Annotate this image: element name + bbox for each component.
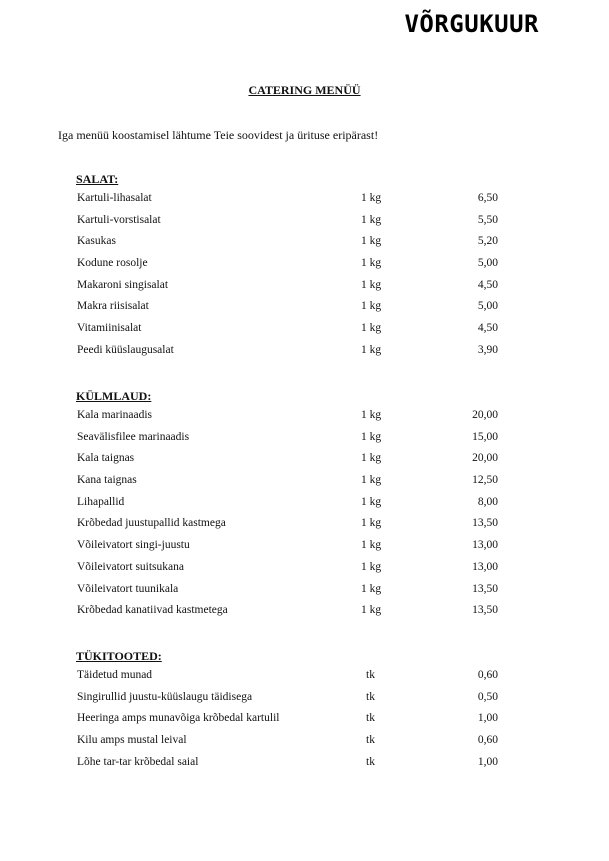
menu-item-name: Krõbedad kanatiivad kastmetega: [77, 604, 228, 617]
menu-item-unit: 1 kg: [361, 192, 382, 204]
menu-item-price: 4,50: [477, 322, 498, 335]
menu-item-unit: tk: [366, 755, 375, 768]
section-title: TÜKITOOTED:: [76, 649, 162, 663]
menu-item-unit: tk: [366, 669, 375, 681]
menu-item-price: 6,50: [477, 192, 498, 204]
menu-item-price: 13,50: [472, 604, 498, 617]
menu-item-name: Kilu amps mustal leival: [77, 734, 187, 747]
menu-item-row: [76, 318, 546, 340]
menu-item-price: 5,00: [477, 257, 498, 270]
menu-item-row: [76, 296, 546, 318]
menu-item-price: 5,00: [477, 300, 498, 313]
page-title: CATERING MENÜÜ: [248, 83, 361, 97]
menu-item-row: [76, 275, 546, 297]
menu-item-unit: tk: [366, 712, 375, 725]
menu-item-unit: tk: [366, 690, 375, 703]
menu-item-row: [76, 188, 546, 210]
section-salat: [76, 170, 546, 362]
menu-item-list: [76, 405, 546, 622]
menu-item-unit: 1 kg: [361, 604, 382, 617]
menu-item-unit: 1 kg: [361, 257, 382, 270]
menu-item-name: Kala taignas: [77, 452, 135, 465]
menu-item-row: [76, 231, 546, 253]
menu-item-row: [76, 340, 546, 362]
menu-item-price: 8,00: [477, 495, 498, 508]
menu-item-price: 13,00: [472, 560, 498, 573]
menu-item-name: Võileivatort tuunikala: [77, 582, 179, 595]
menu-item-name: Makra riisisalat: [77, 300, 149, 313]
menu-item-name: Täidetud munad: [77, 669, 153, 681]
menu-item-name: Krõbedad juustupallid kastmega: [77, 517, 226, 530]
menu-item-row: [76, 687, 546, 709]
menu-item-price: 20,00: [472, 409, 498, 421]
menu-item-price: 12,50: [472, 474, 498, 487]
menu-item-row: [76, 470, 546, 492]
menu-item-name: Singirullid juustu-küüslaugu täidisega: [77, 690, 253, 703]
menu-item-name: Heeringa amps munavõiga krõbedal kartulil: [77, 712, 280, 725]
menu-item-list: [76, 665, 546, 773]
menu-item-unit: 1 kg: [361, 495, 382, 508]
menu-item-price: 0,50: [477, 690, 498, 703]
menu-item-name: Võileivatort singi-juustu: [77, 539, 190, 552]
menu-item-name: Vitamiinisalat: [77, 322, 142, 335]
menu-item-price: 5,50: [477, 213, 498, 226]
menu-item-row: [76, 579, 546, 601]
menu-item-price: 13,00: [472, 539, 498, 552]
menu-item-unit: 1 kg: [361, 300, 382, 313]
brand-logo-text: VÕRGUKUUR: [404, 10, 539, 38]
intro-text: Iga menüü koostamisel lähtume Teie soovidest ja ürituse eripärast!: [58, 128, 379, 142]
menu-item-row: [76, 708, 546, 730]
section-title: KÜLMLAUD:: [76, 389, 152, 403]
menu-item-row: [76, 752, 546, 774]
menu-item-price: 0,60: [477, 669, 498, 681]
menu-item-name: Kana taignas: [77, 474, 137, 487]
menu-item-list: [76, 188, 546, 362]
menu-item-unit: 1 kg: [361, 322, 382, 335]
section-title: SALAT:: [76, 172, 119, 186]
menu-item-price: 4,50: [477, 278, 498, 291]
menu-item-row: [76, 210, 546, 232]
menu-item-price: 20,00: [472, 452, 498, 465]
menu-item-name: Kartuli-vorstisalat: [77, 213, 161, 226]
menu-item-name: Kodune rosolje: [77, 257, 148, 270]
menu-item-row: [76, 600, 546, 622]
menu-item-unit: 1 kg: [361, 539, 382, 552]
menu-item-row: [76, 448, 546, 470]
menu-item-name: Lõhe tar-tar krõbedal saial: [77, 755, 199, 768]
menu-item-row: [76, 253, 546, 275]
menu-item-unit: 1 kg: [361, 343, 382, 356]
menu-item-unit: 1 kg: [361, 430, 382, 443]
menu-item-row: [76, 665, 546, 687]
menu-item-unit: 1 kg: [361, 235, 382, 248]
menu-item-name: Makaroni singisalat: [77, 278, 169, 291]
menu-item-row: [76, 427, 546, 449]
menu-item-price: 13,50: [472, 517, 498, 530]
menu-item-unit: tk: [366, 734, 375, 747]
menu-item-row: [76, 492, 546, 514]
menu-item-row: [76, 513, 546, 535]
menu-item-price: 0,60: [477, 734, 498, 747]
menu-item-unit: 1 kg: [361, 560, 382, 573]
menu-item-price: 1,00: [477, 755, 498, 768]
section-tukitooted: [76, 647, 546, 773]
menu-item-unit: 1 kg: [361, 517, 382, 530]
menu-item-unit: 1 kg: [361, 474, 382, 487]
menu-item-unit: 1 kg: [361, 409, 382, 421]
menu-item-unit: 1 kg: [361, 452, 382, 465]
menu-item-name: Võileivatort suitsukana: [77, 560, 184, 573]
menu-item-name: Kartuli-lihasalat: [77, 192, 152, 204]
menu-item-price: 13,50: [472, 582, 498, 595]
menu-item-name: Kasukas: [77, 235, 116, 248]
menu-item-name: Seavälisfilee marinaadis: [77, 430, 190, 443]
menu-item-row: [76, 557, 546, 579]
menu-item-price: 5,20: [477, 235, 498, 248]
menu-item-unit: 1 kg: [361, 278, 382, 291]
section-kulmlaud: [76, 387, 546, 622]
menu-item-row: [76, 405, 546, 427]
menu-item-row: [76, 730, 546, 752]
menu-item-name: Lihapallid: [77, 495, 125, 508]
menu-item-name: Peedi küüslaugusalat: [77, 343, 174, 356]
menu-item-unit: 1 kg: [361, 213, 382, 226]
menu-item-unit: 1 kg: [361, 582, 382, 595]
menu-item-row: [76, 535, 546, 557]
menu-item-name: Kala marinaadis: [77, 409, 153, 421]
menu-item-price: 3,90: [477, 343, 498, 356]
menu-item-price: 15,00: [472, 430, 498, 443]
menu-item-price: 1,00: [477, 712, 498, 725]
